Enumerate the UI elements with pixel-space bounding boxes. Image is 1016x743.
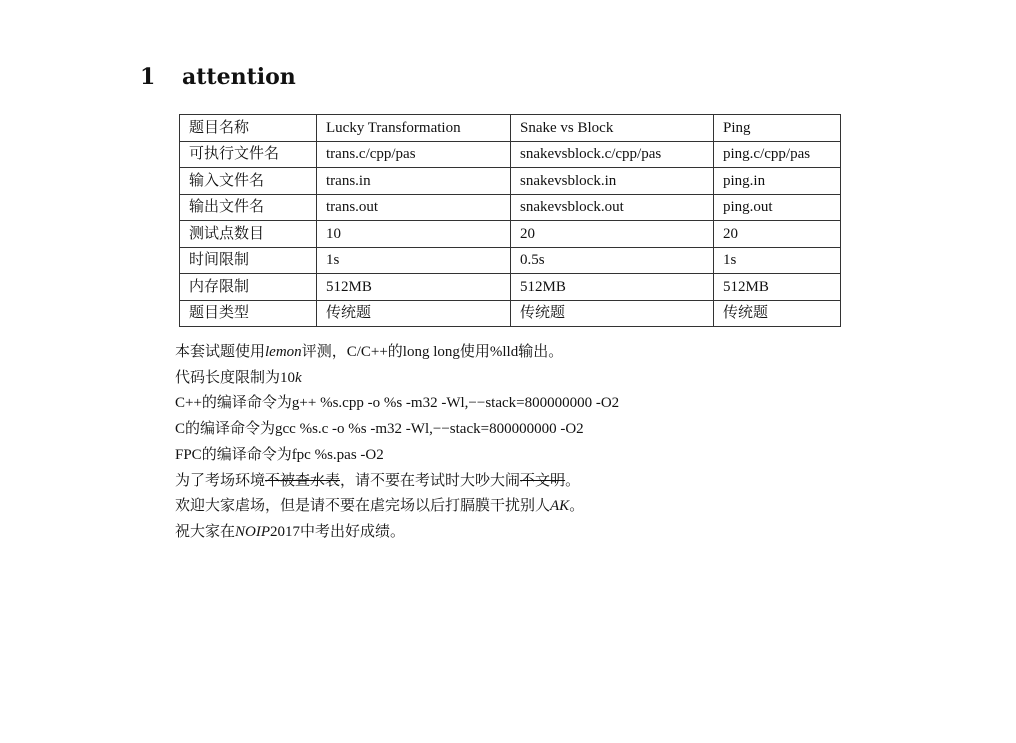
table-row-output-file [180, 194, 841, 221]
table-cell: trans.in [317, 168, 511, 195]
table-cell: 传统题 [714, 300, 841, 327]
note-text: ，请不要在考试时大吵大闹 [340, 472, 521, 489]
note-italic-text: k [295, 369, 302, 386]
table-cell: 10 [317, 221, 511, 248]
table-row-executable-name [180, 141, 841, 168]
note-strikethrough-text: 不被查水表 [265, 472, 341, 489]
table-row-problem-type [180, 300, 841, 327]
problem-info-table [179, 114, 841, 327]
table-cell: 20 [511, 221, 714, 248]
table-cell: 0.5s [511, 247, 714, 274]
section-number: 1 [140, 64, 156, 90]
table-row-memory-limit [180, 274, 841, 301]
table-cell: 20 [714, 221, 841, 248]
note-italic-text: AK [550, 498, 570, 515]
section-heading [140, 62, 296, 92]
table-cell: snakevsblock.in [511, 168, 714, 195]
note-text: 祝大家在 [175, 523, 236, 540]
table-cell: snakevsblock.out [511, 194, 714, 221]
table-cell: 512MB [511, 274, 714, 301]
note-italic-text: lemon [265, 344, 302, 360]
table-cell: Ping [714, 115, 841, 142]
table-cell: 传统题 [511, 300, 714, 327]
note-text: 。 [565, 472, 581, 489]
table-cell: 512MB [714, 274, 841, 301]
note-text: 2017中考出好成绩。 [270, 523, 406, 540]
table-cell: 输出文件名 [180, 194, 317, 221]
table-cell: 时间限制 [180, 247, 317, 274]
table-row-problem-name [180, 115, 841, 142]
note-strikethrough-text: 不文明 [520, 472, 566, 489]
table-cell: 题目名称 [180, 115, 317, 142]
table-cell: 1s [317, 247, 511, 274]
table-cell: ping.c/cpp/pas [714, 141, 841, 168]
table-cell: trans.out [317, 194, 511, 221]
table-cell: 内存限制 [180, 274, 317, 301]
note-text: 本套试题使用 [175, 344, 266, 360]
table-row-time-limit [180, 247, 841, 274]
table-cell: trans.c/cpp/pas [317, 141, 511, 168]
table-cell: 传统题 [317, 300, 511, 327]
note-line-fpc-compile: FPC的编译命令为fpc %s.pas -O2 [175, 446, 384, 463]
note-line-wish [175, 520, 619, 546]
table-cell: ping.out [714, 194, 841, 221]
note-text: 代码长度限制为10 [175, 369, 296, 386]
note-line-welcome [175, 494, 619, 520]
table-cell: 1s [714, 247, 841, 274]
note-line-judge [175, 340, 619, 366]
note-text: 。 [569, 498, 585, 515]
table-cell: Snake vs Block [511, 115, 714, 142]
note-text: 为了考场环境 [175, 472, 266, 489]
note-line-code-length [175, 366, 619, 392]
table-cell: snakevsblock.c/cpp/pas [511, 141, 714, 168]
section-title: attention [182, 64, 296, 90]
table-cell: ping.in [714, 168, 841, 195]
table-cell: 可执行文件名 [180, 141, 317, 168]
notes-block [175, 340, 619, 546]
table-cell: 题目类型 [180, 300, 317, 327]
table-cell: 输入文件名 [180, 168, 317, 195]
note-text: 评测，C/C++的long long使用%lld输出。 [301, 344, 564, 360]
table-row-test-count [180, 221, 841, 248]
table-cell: Lucky Transformation [317, 115, 511, 142]
note-line-cpp-compile: C++的编译命令为g++ %s.cpp -o %s -m32 -Wl,−−stack=800000000 -O2 [175, 395, 620, 412]
table-row-input-file [180, 168, 841, 195]
note-italic-text: NOIP [235, 523, 271, 540]
note-text: 欢迎大家虐场，但是请不要在虐完场以后打膈膜干扰别人 [175, 498, 551, 515]
table-cell: 测试点数目 [180, 221, 317, 248]
table-cell: 512MB [317, 274, 511, 301]
note-line-conduct [175, 469, 619, 495]
note-line-c-compile: C的编译命令为gcc %s.c -o %s -m32 -Wl,−−stack=800000000 -O2 [175, 421, 584, 438]
